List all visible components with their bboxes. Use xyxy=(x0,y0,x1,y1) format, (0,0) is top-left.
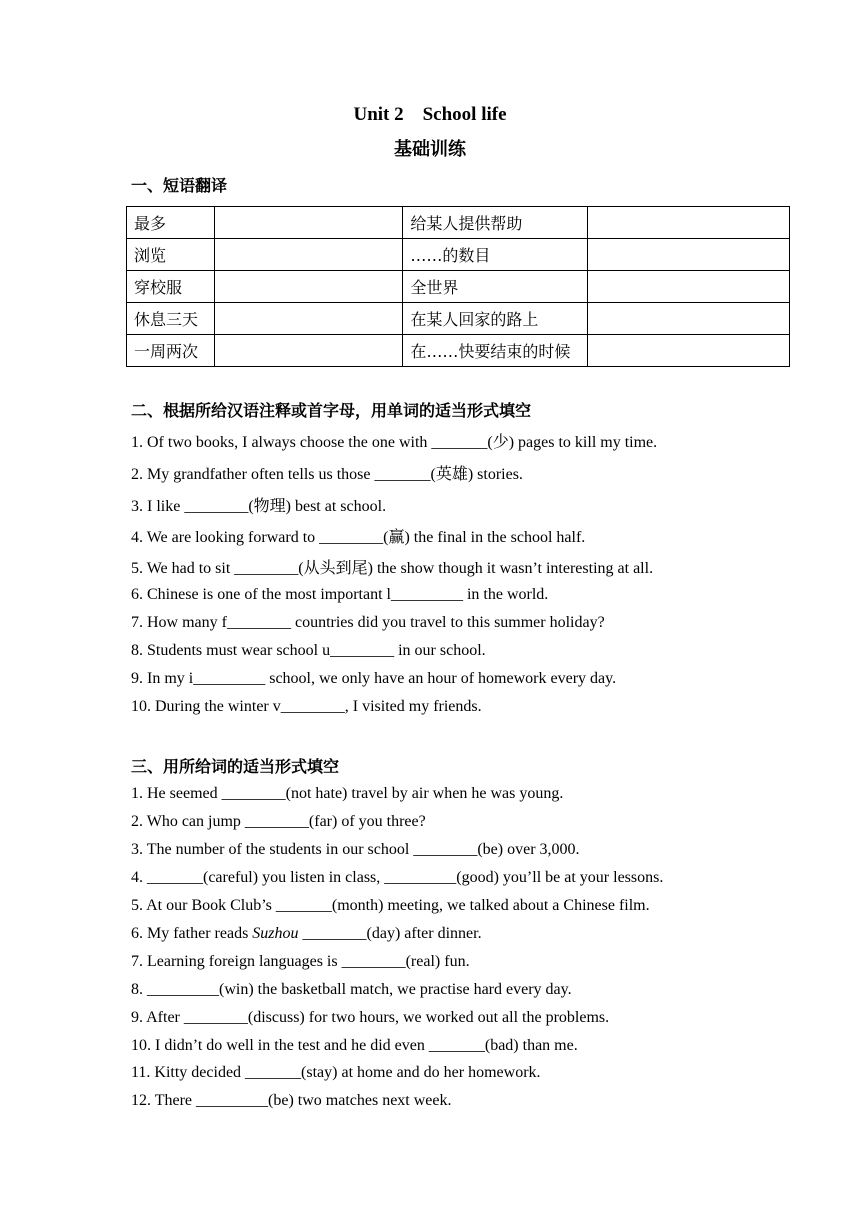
exercise-text: 1. He seemed ________(not hate) travel by air when he was young. xyxy=(131,785,564,802)
section-1-heading: 一、短语翻译 xyxy=(131,176,228,195)
section-2-heading: 二、根据所给汉语注释或首字母，用单词的适当形式填空 xyxy=(131,401,532,420)
italic-title: Suzhou xyxy=(252,925,299,942)
exercise-item: 7. How many f________ countries did you travel to this summer holiday? xyxy=(131,614,605,631)
exercise-text: 5. At our Book Club’s _______(month) meeting, we talked about a Chinese film. xyxy=(131,897,650,914)
answer-cell-right[interactable] xyxy=(587,303,789,335)
exercise-text: 2. Who can jump ________(far) of you three? xyxy=(131,813,426,830)
exercise-item xyxy=(131,813,426,831)
phrase-cn-left: 浏览 xyxy=(127,239,215,271)
exercise-item xyxy=(131,785,563,803)
exercise-item: 9. In my i_________ school, we only have an hour of homework every day. xyxy=(131,670,617,687)
exercise-item xyxy=(131,1037,578,1055)
phrase-cn-left: 最多 xyxy=(127,207,215,239)
phrase-translation-table xyxy=(126,206,790,367)
answer-cell-left[interactable] xyxy=(215,303,403,335)
exercise-text: 6. My father reads xyxy=(131,925,253,942)
exercise-text: 8. _________(win) the basketball match, we practise hard every day. xyxy=(131,981,572,998)
answer-cell-left[interactable] xyxy=(215,271,403,303)
table-row xyxy=(127,303,790,335)
exercise-item xyxy=(131,1092,452,1110)
exercise-item xyxy=(131,1009,609,1027)
exercise-item: 5. We had to sit ________(从头到尾) the show though it wasn’t interesting at all. xyxy=(131,560,654,577)
exercise-text: 11. Kitty decided _______(stay) at home and do her homework. xyxy=(131,1064,541,1081)
exercise-item xyxy=(131,897,650,915)
exercise-item: 1. Of two books, I always choose the one with _______(少) pages to kill my time. xyxy=(131,434,658,451)
exercise-item xyxy=(131,1064,541,1082)
answer-cell-left[interactable] xyxy=(215,239,403,271)
exercise-text: 10. I didn’t do well in the test and he did even _______(bad) than me. xyxy=(131,1037,578,1054)
answer-cell-right[interactable] xyxy=(587,239,789,271)
phrase-cn-right: 全世界 xyxy=(403,271,587,303)
exercise-item: 2. My grandfather often tells us those _______(英雄) stories. xyxy=(131,466,523,483)
phrase-cn-right: 在……快要结束的时候 xyxy=(403,335,587,367)
exercise-text: 12. There _________(be) two matches next week. xyxy=(131,1092,452,1109)
page-title: Unit 2 School life xyxy=(353,104,507,125)
phrase-cn-left: 休息三天 xyxy=(127,303,215,335)
exercise-text: 4. _______(careful) you listen in class, _________(good) you’ll be at your lessons. xyxy=(131,869,664,886)
exercise-item: 3. I like ________(物理) best at school. xyxy=(131,498,387,515)
exercise-text: ________(day) after dinner. xyxy=(298,925,482,942)
exercise-text: 9. After ________(discuss) for two hours, we worked out all the problems. xyxy=(131,1009,610,1026)
exercise-item: 6. Chinese is one of the most important l_________ in the world. xyxy=(131,586,549,603)
answer-cell-right[interactable] xyxy=(587,271,789,303)
section-3-heading: 三、用所给词的适当形式填空 xyxy=(131,757,340,776)
phrase-cn-right: ……的数目 xyxy=(403,239,587,271)
phrase-cn-left: 穿校服 xyxy=(127,271,215,303)
exercise-text: 3. The number of the students in our school ________(be) over 3,000. xyxy=(131,841,580,858)
table-row xyxy=(127,207,790,239)
phrase-cn-left: 一周两次 xyxy=(127,335,215,367)
exercise-item xyxy=(131,981,572,999)
exercise-item xyxy=(131,925,482,943)
exercise-item xyxy=(131,869,663,887)
table-row xyxy=(127,335,790,367)
answer-cell-right[interactable] xyxy=(587,207,789,239)
phrase-cn-right: 给某人提供帮助 xyxy=(403,207,587,239)
exercise-text: 7. Learning foreign languages is ________(real) fun. xyxy=(131,953,470,970)
exercise-item: 10. During the winter v________, I visited my friends. xyxy=(131,698,482,715)
exercise-item: 4. We are looking forward to ________(赢) the final in the school half. xyxy=(131,529,586,546)
answer-cell-left[interactable] xyxy=(215,207,403,239)
page-subtitle: 基础训练 xyxy=(394,139,466,160)
table-row xyxy=(127,271,790,303)
phrase-cn-right: 在某人回家的路上 xyxy=(403,303,587,335)
exercise-item xyxy=(131,841,580,859)
table-row xyxy=(127,239,790,271)
exercise-item: 8. Students must wear school u________ in our school. xyxy=(131,642,486,659)
exercise-item xyxy=(131,953,470,971)
answer-cell-left[interactable] xyxy=(215,335,403,367)
answer-cell-right[interactable] xyxy=(587,335,789,367)
